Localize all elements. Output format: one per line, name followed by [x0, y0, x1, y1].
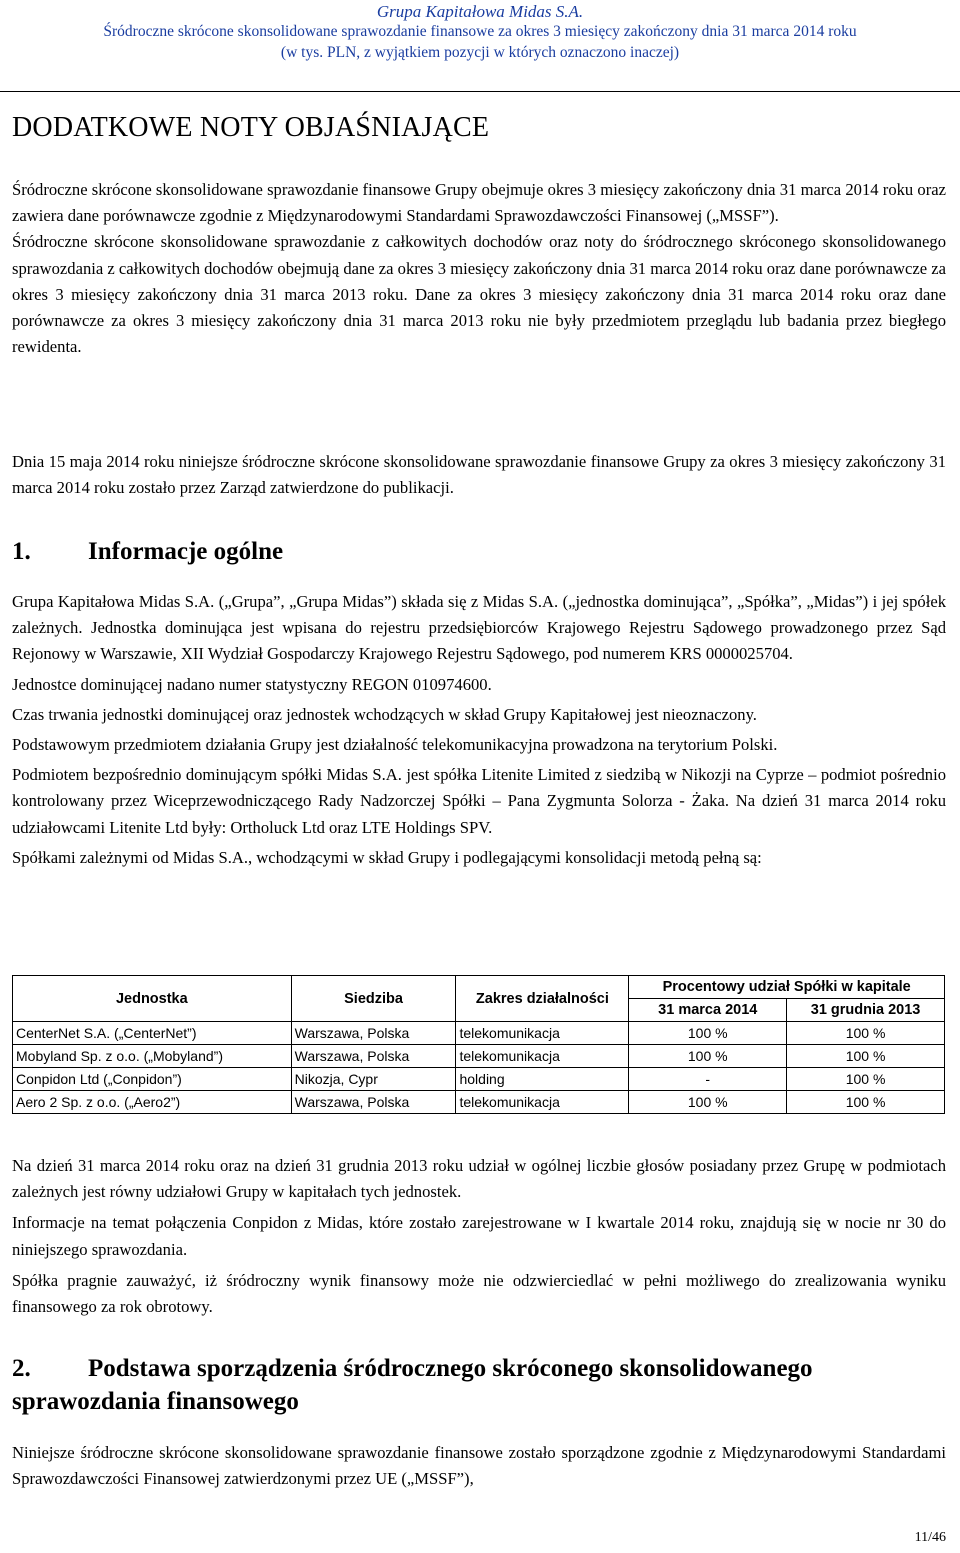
cell-entity: Aero 2 Sp. z o.o. („Aero2”) — [13, 1091, 292, 1114]
col-header-date-1: 31 marca 2014 — [629, 999, 787, 1022]
page-number: 11/46 — [914, 1530, 946, 1545]
duration-paragraph: Czas trwania jednostki dominującej oraz jednostek wchodzących w skład Grupy Kapitałowej jest nieoznaczony. — [12, 704, 757, 724]
section-2-title: Podstawa sporządzenia śródrocznego skróconego skonsolidowanego sprawozdania finansowego — [12, 1355, 813, 1415]
cell-seat: Warszawa, Polska — [291, 1091, 456, 1114]
section-1-title: Informacje ogólne — [88, 538, 284, 565]
result-paragraph: Spółka pragnie zauważyć, iż śródroczny wynik finansowy może nie odzwierciedlać w pełni możliwego do zrealizowania wyniku finansowego za rok obrotowy. — [12, 1270, 946, 1317]
intro-paragraph-2 — [12, 229, 946, 360]
voting-rights-paragraph: Na dzień 31 marca 2014 roku oraz na dzień 31 grudnia 2013 roku udział w ogólnej liczbie głosów posiadany przez Grupę w podmiotach zależnych jest równy udziałowi Grupy w kapitałach tych jednostek. — [12, 1156, 946, 1202]
table-row — [13, 1022, 945, 1045]
approval-paragraph: Dnia 15 maja 2014 roku niniejsze śródroczne skrócone skonsolidowane sprawozdanie finansowe Grupy za okres 3 miesięcy zakończony 31 marca 2014 roku zostało przez Zarząd zatwierdzone do publikacji. — [12, 452, 946, 498]
table-row — [13, 1068, 945, 1091]
after-table-block — [12, 1153, 946, 1320]
group-description-a: Grupa Kapitałowa Midas S.A. („Grupa”, „Grupa Midas”) składa się z Midas S.A. („jednostka dominująca”, „Spółka”, „Midas”) i jej spółek zależnych. — [12, 592, 946, 638]
cell-entity: Conpidon Ltd („Conpidon”) — [13, 1068, 292, 1091]
cell-entity: CenterNet S.A. („CenterNet”) — [13, 1022, 292, 1045]
header-company: Grupa Kapitałowa Midas S.A. — [376, 2, 584, 21]
cell-share-2013: 100 % — [787, 1045, 945, 1068]
subsidiaries-table — [12, 975, 945, 1114]
activity-paragraph: Podstawowym przedmiotem działania Grupy jest działalność telekomunikacyjna prowadzona na terytorium Polski. — [12, 735, 778, 755]
cell-share-2013: 100 % — [787, 1068, 945, 1091]
table-row — [13, 1091, 945, 1114]
group-description — [12, 589, 946, 668]
cell-share-2013: 100 % — [787, 1091, 945, 1114]
cell-seat: Warszawa, Polska — [291, 1045, 456, 1068]
cell-share-2013: 100 % — [787, 1022, 945, 1045]
approval-block — [12, 449, 946, 501]
col-header-entity: Jednostka — [13, 976, 292, 1022]
cell-share-2014: 100 % — [629, 1022, 787, 1045]
cell-share-2014: - — [629, 1068, 787, 1091]
cell-seat: Nikozja, Cypr — [291, 1068, 456, 1091]
merger-paragraph: Informacje na temat połączenia Conpidon z Midas, które zostało zarejestrowane w I kwartale 2014 roku, znajdują się w nocie nr 30 do niniejszego sprawozdania. — [12, 1213, 946, 1259]
intro-paragraph-1: Śródroczne skrócone skonsolidowane sprawozdanie finansowe Grupy obejmuje okres 3 miesięcy zakończony dnia 31 marca 2014 roku oraz zawiera dane porównawcze zgodnie z Międzynarodowymi Standardami Sprawozdawczości Finansowej („MSSF”). — [12, 180, 946, 226]
cell-seat: Warszawa, Polska — [291, 1022, 456, 1045]
cell-share-2014: 100 % — [629, 1091, 787, 1114]
section-1-number: 1. — [12, 538, 31, 565]
header-units: (w tys. PLN, z wyjątkiem pozycji w których oznaczono inaczej) — [280, 44, 680, 61]
cell-share-2014: 100 % — [629, 1045, 787, 1068]
header-subtitle: Śródroczne skrócone skonsolidowane sprawozdanie finansowe za okres 3 miesięcy zakończony dnia 31 marca 2014 roku — [103, 23, 857, 40]
page-header — [0, 0, 960, 64]
section-2-number: 2. — [12, 1355, 31, 1382]
basis-paragraph: Niniejsze śródroczne skrócone skonsolidowane sprawozdanie finansowe zostało sporządzone zgodnie z Międzynarodowymi Standardami Sprawozdawczości Finansowej zatwierdzonymi przez UE („MSSF”), — [12, 1443, 946, 1489]
cell-scope: telekomunikacja — [456, 1045, 629, 1068]
cell-scope: telekomunikacja — [456, 1091, 629, 1114]
page-title: DODATKOWE NOTY OBJAŚNIAJĄCE — [12, 112, 490, 143]
section-2-heading — [12, 1352, 960, 1418]
cell-scope: holding — [456, 1068, 629, 1091]
group-description-b: Jednostka dominująca jest wpisana do rejestru przedsiębiorców Krajowego Rejestru Sądowego prowadzonego przez Sąd Rejonowy w Warszawie, XII Wydział Gospodarczy Krajowego Rejestru Sądowego, pod numerem KRS 0000025704. — [12, 618, 946, 664]
cell-scope: telekomunikacja — [456, 1022, 629, 1045]
header-divider — [0, 91, 960, 92]
intro-paragraph-2a: Śródroczne skrócone skonsolidowane sprawozdanie z całkowitych dochodów oraz noty do śródrocznego skróconego skonsolidowanego sprawozdania z całkowitych dochodów obejmują dane za okres 3 miesięcy zakończony dnia 31 marca 2014 roku oraz dane porównawcze za okres 3 miesięcy zakończony dnia 31 marca 2013 roku. — [12, 232, 946, 304]
section-1-heading — [12, 535, 283, 568]
section-2-body — [12, 1440, 946, 1492]
parent-paragraph: Podmiotem bezpośrednio dominującym spółki Midas S.A. jest spółka Litenite Limited z siedzibą w Nikozji na Cyprze – podmiot pośrednio kontrolowany przez Wiceprzewodniczącego Rady Nadzorczej Spółki – Pana Zygmunta Solorza - Żaka. Na dzień 31 marca 2014 roku udziałowcami Litenite Ltd były: Ortholuck Ltd oraz LTE Holdings SPV. — [12, 765, 946, 837]
col-header-date-2: 31 grudnia 2013 — [787, 999, 945, 1022]
col-header-scope: Zakres działalności — [456, 976, 629, 1022]
col-header-seat: Siedziba — [291, 976, 456, 1022]
regon-paragraph: Jednostce dominującej nadano numer statystyczny REGON 010974600. — [12, 674, 492, 694]
col-header-share: Procentowy udział Spółki w kapitale — [629, 976, 945, 999]
cell-entity: Mobyland Sp. z o.o. („Mobyland”) — [13, 1045, 292, 1068]
intro-paragraph-2b: Dane za okres 3 miesięcy zakończony dnia 31 marca 2014 roku oraz dane porównawcze za okres 3 miesięcy zakończony dnia 31 marca 2013 roku nie były przedmiotem przeglądu lub badania przez biegłego rewidenta. — [12, 284, 946, 357]
table-row — [13, 1045, 945, 1068]
section-1-body — [12, 589, 946, 871]
intro-block — [12, 177, 946, 360]
subsidiaries-intro: Spółkami zależnymi od Midas S.A., wchodzącymi w skład Grupy i podlegającymi konsolidacji metodą pełną są: — [12, 847, 762, 867]
